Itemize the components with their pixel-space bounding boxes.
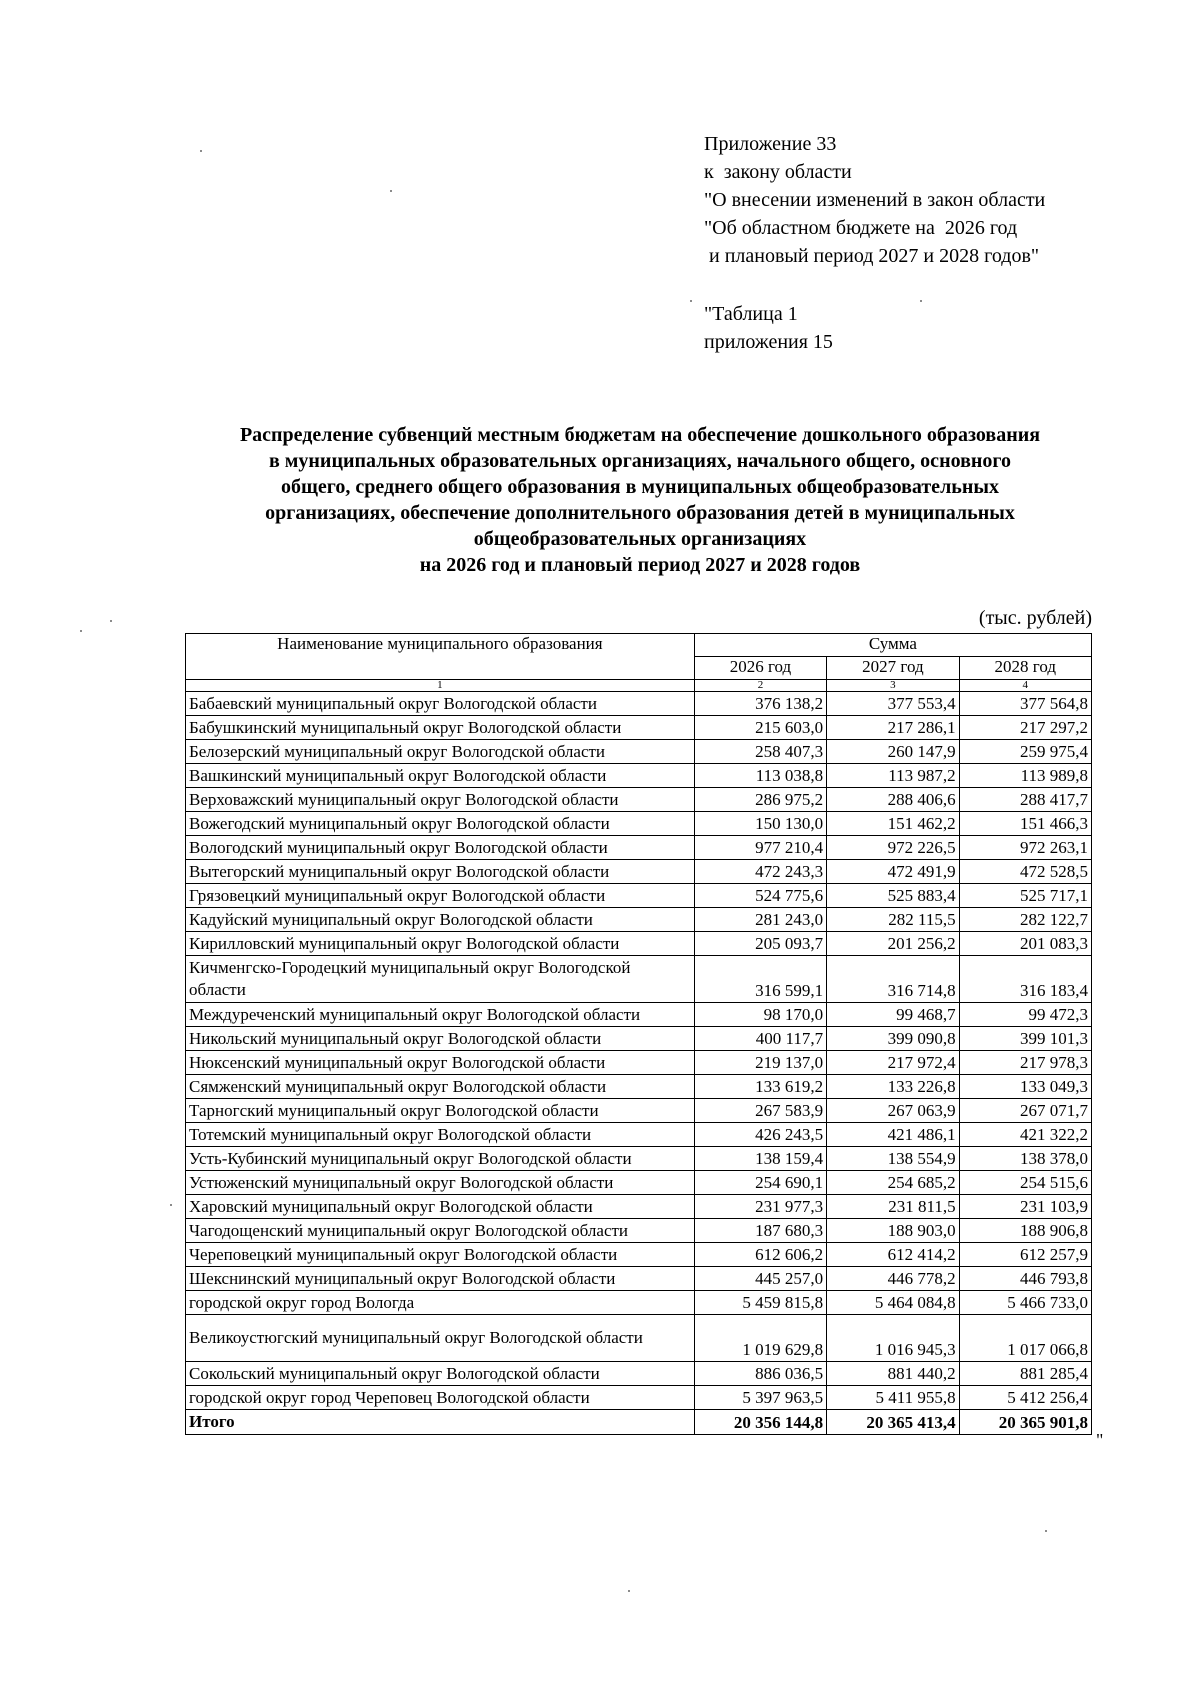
table-row — [186, 1027, 1092, 1051]
value-2028: 1 017 066,8 — [959, 1315, 1091, 1362]
value-2027: 231 811,5 — [827, 1195, 959, 1219]
value-2027: 113 987,2 — [827, 764, 959, 788]
value-2027: 260 147,9 — [827, 740, 959, 764]
value-2027: 5 464 084,8 — [827, 1291, 959, 1315]
table-row — [186, 1099, 1092, 1123]
table-row — [186, 1291, 1092, 1315]
table-row — [186, 908, 1092, 932]
value-2028: 217 297,2 — [959, 716, 1091, 740]
scan-speck — [200, 150, 202, 152]
table-row — [186, 884, 1092, 908]
value-2026: 219 137,0 — [694, 1051, 826, 1075]
value-2028: 421 322,2 — [959, 1123, 1091, 1147]
municipality-name: Никольский муниципальный округ Вологодской области — [186, 1027, 695, 1051]
value-2027: 1 016 945,3 — [827, 1315, 959, 1362]
value-2028: 217 978,3 — [959, 1051, 1091, 1075]
value-2026: 231 977,3 — [694, 1195, 826, 1219]
value-2027: 138 554,9 — [827, 1147, 959, 1171]
value-2026: 215 603,0 — [694, 716, 826, 740]
header-year-2026: 2026 год — [694, 657, 826, 680]
value-2027: 99 468,7 — [827, 1003, 959, 1027]
value-2026: 150 130,0 — [694, 812, 826, 836]
table-row — [186, 1386, 1092, 1410]
value-2028: 472 528,5 — [959, 860, 1091, 884]
value-2027: 399 090,8 — [827, 1027, 959, 1051]
total-2028: 20 365 901,8 — [959, 1410, 1091, 1435]
value-2026: 316 599,1 — [694, 956, 826, 1003]
value-2027: 446 778,2 — [827, 1267, 959, 1291]
value-2026: 281 243,0 — [694, 908, 826, 932]
value-2026: 886 036,5 — [694, 1362, 826, 1386]
value-2028: 377 564,8 — [959, 692, 1091, 716]
value-2028: 282 122,7 — [959, 908, 1091, 932]
appendix-line: Приложение 33 — [704, 133, 837, 155]
table-row — [186, 716, 1092, 740]
column-index: 1 — [186, 680, 695, 692]
table-ref-line: "Таблица 1 — [704, 303, 798, 325]
value-2026: 5 459 815,8 — [694, 1291, 826, 1315]
municipality-name: Верховажский муниципальный округ Вологодской области — [186, 788, 695, 812]
value-2026: 400 117,7 — [694, 1027, 826, 1051]
value-2028: 267 071,7 — [959, 1099, 1091, 1123]
table-row — [186, 1362, 1092, 1386]
value-2026: 376 138,2 — [694, 692, 826, 716]
value-2026: 254 690,1 — [694, 1171, 826, 1195]
total-2026: 20 356 144,8 — [694, 1410, 826, 1435]
table-ref-line: приложения 15 — [704, 331, 833, 353]
value-2028: 288 417,7 — [959, 788, 1091, 812]
municipality-name: Тарногский муниципальный округ Вологодской области — [186, 1099, 695, 1123]
column-index: 3 — [827, 680, 959, 692]
total-row — [186, 1410, 1092, 1435]
value-2028: 201 083,3 — [959, 932, 1091, 956]
header-name: Наименование муниципального образования — [186, 634, 695, 680]
value-2026: 612 606,2 — [694, 1243, 826, 1267]
table-row — [186, 788, 1092, 812]
title-line: на 2026 год и плановый период 2027 и 2028 годов — [419, 554, 861, 576]
table-row — [186, 812, 1092, 836]
value-2027: 881 440,2 — [827, 1362, 959, 1386]
value-2028: 5 466 733,0 — [959, 1291, 1091, 1315]
value-2026: 205 093,7 — [694, 932, 826, 956]
municipality-name: Вологодский муниципальный округ Вологодской области — [186, 836, 695, 860]
table-row — [186, 1147, 1092, 1171]
value-2026: 524 775,6 — [694, 884, 826, 908]
value-2028: 231 103,9 — [959, 1195, 1091, 1219]
value-2027: 254 685,2 — [827, 1171, 959, 1195]
table-row — [186, 860, 1092, 884]
value-2026: 187 680,3 — [694, 1219, 826, 1243]
scan-speck — [1045, 1530, 1047, 1532]
table-row — [186, 1171, 1092, 1195]
title-line: общеобразовательных организациях — [473, 528, 807, 550]
appendix-line: к закону области — [704, 161, 852, 183]
scan-speck — [628, 1590, 630, 1592]
municipality-name: Сокольский муниципальный округ Вологодской области — [186, 1362, 695, 1386]
table-row — [186, 932, 1092, 956]
value-2026: 267 583,9 — [694, 1099, 826, 1123]
table-row — [186, 740, 1092, 764]
table-row — [186, 1267, 1092, 1291]
value-2027: 972 226,5 — [827, 836, 959, 860]
table-row — [186, 1243, 1092, 1267]
value-2027: 151 462,2 — [827, 812, 959, 836]
value-2028: 99 472,3 — [959, 1003, 1091, 1027]
scan-speck — [80, 630, 82, 632]
value-2028: 612 257,9 — [959, 1243, 1091, 1267]
value-2028: 133 049,3 — [959, 1075, 1091, 1099]
scan-speck — [110, 620, 112, 622]
value-2028: 151 466,3 — [959, 812, 1091, 836]
value-2028: 316 183,4 — [959, 956, 1091, 1003]
table-row — [186, 692, 1092, 716]
value-2026: 258 407,3 — [694, 740, 826, 764]
table-row — [186, 1219, 1092, 1243]
table-row — [186, 764, 1092, 788]
title-line: организациях, обеспечение дополнительного образования детей в муниципальных — [265, 502, 1015, 524]
value-2027: 472 491,9 — [827, 860, 959, 884]
title-line: в муниципальных образовательных организациях, начального общего, основного — [268, 450, 1011, 472]
value-2028: 881 285,4 — [959, 1362, 1091, 1386]
value-2026: 113 038,8 — [694, 764, 826, 788]
header-year-2027: 2027 год — [827, 657, 959, 680]
municipality-name: городской округ город Вологда — [186, 1291, 695, 1315]
municipality-name: Тотемский муниципальный округ Вологодской области — [186, 1123, 695, 1147]
municipality-name: Вытегорский муниципальный округ Вологодской области — [186, 860, 695, 884]
value-2026: 426 243,5 — [694, 1123, 826, 1147]
value-2028: 259 975,4 — [959, 740, 1091, 764]
document-title — [150, 422, 1130, 578]
value-2027: 133 226,8 — [827, 1075, 959, 1099]
appendix-line: "О внесении изменений в закон области — [704, 189, 1046, 211]
municipality-name: Белозерский муниципальный округ Вологодской области — [186, 740, 695, 764]
table-body — [186, 692, 1092, 1410]
municipality-name: Вожегодский муниципальный округ Вологодской области — [186, 812, 695, 836]
table-row — [186, 1003, 1092, 1027]
value-2026: 472 243,3 — [694, 860, 826, 884]
value-2026: 133 619,2 — [694, 1075, 826, 1099]
value-2026: 445 257,0 — [694, 1267, 826, 1291]
value-2027: 288 406,6 — [827, 788, 959, 812]
total-label: Итого — [186, 1410, 695, 1435]
table-row — [186, 836, 1092, 860]
value-2026: 138 159,4 — [694, 1147, 826, 1171]
municipality-name: Усть-Кубинский муниципальный округ Вологодской области — [186, 1147, 695, 1171]
appendix-line: и плановый период 2027 и 2028 годов" — [704, 245, 1040, 267]
value-2028: 113 989,8 — [959, 764, 1091, 788]
value-2027: 267 063,9 — [827, 1099, 959, 1123]
municipality-name: Нюксенский муниципальный округ Вологодской области — [186, 1051, 695, 1075]
value-2026: 98 170,0 — [694, 1003, 826, 1027]
value-2026: 286 975,2 — [694, 788, 826, 812]
municipality-name: Чагодощенский муниципальный округ Вологодской области — [186, 1219, 695, 1243]
header-sum: Сумма — [694, 634, 1091, 657]
municipality-name: Устюженский муниципальный округ Вологодской области — [186, 1171, 695, 1195]
units-label: (тыс. рублей) — [978, 607, 1092, 629]
scan-speck — [170, 1204, 172, 1206]
value-2028: 188 906,8 — [959, 1219, 1091, 1243]
scan-speck — [920, 300, 922, 302]
municipality-name: Междуреченский муниципальный округ Вологодской области — [186, 1003, 695, 1027]
scan-speck — [690, 300, 692, 302]
value-2027: 612 414,2 — [827, 1243, 959, 1267]
municipality-name: Сямженский муниципальный округ Вологодской области — [186, 1075, 695, 1099]
municipality-name: Шекснинский муниципальный округ Вологодской области — [186, 1267, 695, 1291]
appendix-line: "Об областном бюджете на 2026 год — [704, 217, 1018, 239]
value-2028: 525 717,1 — [959, 884, 1091, 908]
value-2026: 977 210,4 — [694, 836, 826, 860]
municipality-name: городской округ город Череповец Вологодской области — [186, 1386, 695, 1410]
title-line: Распределение субвенций местным бюджетам на обеспечение дошкольного образования — [239, 424, 1041, 446]
municipality-name: Кирилловский муниципальный округ Вологодской области — [186, 932, 695, 956]
title-line: общего, среднего общего образования в муниципальных общеобразовательных — [281, 476, 999, 498]
table-row — [186, 1195, 1092, 1219]
municipality-name: Вашкинский муниципальный округ Вологодской области — [186, 764, 695, 788]
value-2027: 5 411 955,8 — [827, 1386, 959, 1410]
value-2027: 201 256,2 — [827, 932, 959, 956]
column-index: 4 — [959, 680, 1091, 692]
subvention-table — [185, 633, 1092, 1435]
total-2027: 20 365 413,4 — [827, 1410, 959, 1435]
municipality-name: Харовский муниципальный округ Вологодской области — [186, 1195, 695, 1219]
municipality-name: Череповецкий муниципальный округ Вологодской области — [186, 1243, 695, 1267]
value-2028: 254 515,6 — [959, 1171, 1091, 1195]
value-2027: 316 714,8 — [827, 956, 959, 1003]
column-index: 2 — [694, 680, 826, 692]
value-2027: 421 486,1 — [827, 1123, 959, 1147]
municipality-name: Бабушкинский муниципальный округ Вологодской области — [186, 716, 695, 740]
value-2028: 972 263,1 — [959, 836, 1091, 860]
table-row — [186, 1123, 1092, 1147]
value-2027: 188 903,0 — [827, 1219, 959, 1243]
table-row — [186, 1051, 1092, 1075]
value-2026: 1 019 629,8 — [694, 1315, 826, 1362]
municipality-name: Великоустюгский муниципальный округ Вологодской области — [186, 1315, 695, 1362]
value-2028: 138 378,0 — [959, 1147, 1091, 1171]
table-row — [186, 956, 1092, 1003]
value-2027: 282 115,5 — [827, 908, 959, 932]
municipality-name: Кадуйский муниципальный округ Вологодской области — [186, 908, 695, 932]
table-row — [186, 1075, 1092, 1099]
municipality-name: Бабаевский муниципальный округ Вологодской области — [186, 692, 695, 716]
municipality-name: Кичменгско-Городецкий муниципальный округ Вологодской области — [186, 956, 695, 1003]
table-reference — [704, 300, 833, 356]
value-2028: 5 412 256,4 — [959, 1386, 1091, 1410]
header-year-2028: 2028 год — [959, 657, 1091, 680]
appendix-heading — [704, 130, 1045, 270]
value-2028: 446 793,8 — [959, 1267, 1091, 1291]
value-2026: 5 397 963,5 — [694, 1386, 826, 1410]
closing-quote: " — [1096, 1430, 1104, 1450]
value-2027: 217 972,4 — [827, 1051, 959, 1075]
scan-speck — [390, 190, 392, 192]
table-row — [186, 1315, 1092, 1362]
value-2027: 377 553,4 — [827, 692, 959, 716]
municipality-name: Грязовецкий муниципальный округ Вологодской области — [186, 884, 695, 908]
value-2028: 399 101,3 — [959, 1027, 1091, 1051]
value-2027: 217 286,1 — [827, 716, 959, 740]
value-2027: 525 883,4 — [827, 884, 959, 908]
